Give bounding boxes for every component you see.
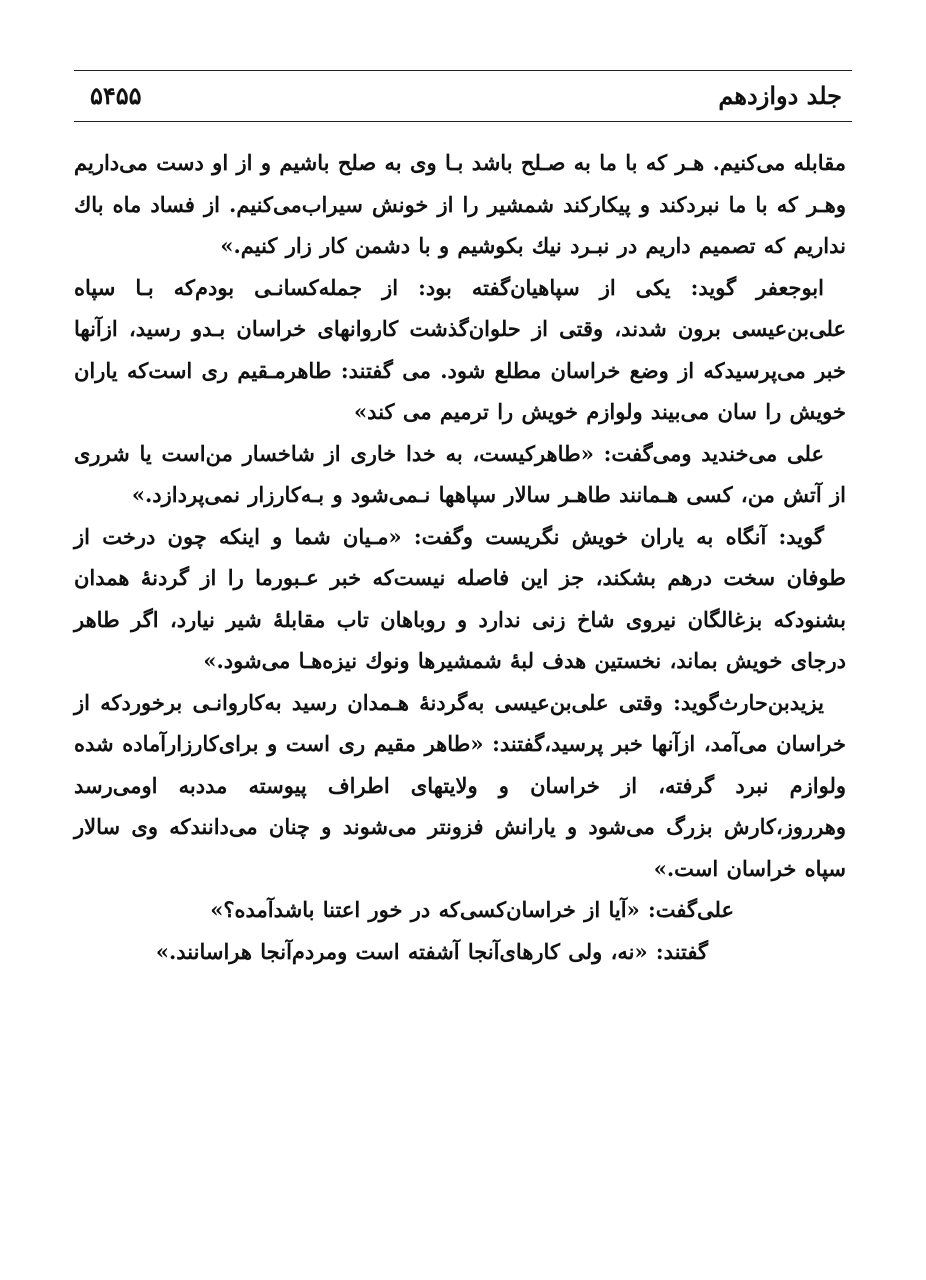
paragraph-5: یزیدبن‌حارث‌گوید: وقتی علی‌بن‌عیسی به‌گردنهٔ هـمدان رسید به‌کاروانـی برخوردکه از خراسان می‌آمد، ازآنها خبر پرسید،گفتند: «طاهر مقیم ری است و برای‌کارزارآماده شده ولوازم نبرد گرفته، از خراسان و ولایتهای اطراف پیوسته مددبه اومی‌رسد وهرروز،کارش بزرگ می‌شود و یارانش فزونتر می‌شوند و چنان می‌دانندکه وی سالار سپاه خراسان است.» xyxy=(74,689,846,881)
paragraph-1: مقابله می‌کنیم. هـر که با ما به صـلح باشد بـا وی به صلح باشیم و از او دست می‌داریم وهـر که با ما نبردکند و پیکارکند شمشیر را از خونش سیراب‌می‌کنیم. از فساد ماه باك نداریم که تصمیم داریم در نبـرد نیك بکوشیم و با دشمن کار زار کنیم.» xyxy=(74,150,846,258)
running-title: جلد دوازدهم xyxy=(718,81,842,110)
page-body xyxy=(74,142,846,972)
page-number: ۵۴۵۵ xyxy=(90,81,142,110)
paragraph-2: ابوجعفر گوید: یکی از سپاهیان‌گفته بود: از جمله‌کسانـی بودم‌که بـا سپاه علی‌بن‌عیسی برون شدند، وقتی از حلوان‌گذشت کاروانهای خراسان بـدو رسید، ازآنها خبر می‌پرسیدکه از وضع خراسان مطلع شود. می گفتند: طاهرمـقیم ری است‌که یاران خویش را سان می‌بیند ولوازم خویش را ترمیم می کند» xyxy=(74,274,846,424)
paragraph-4: گوید: آنگاه به یاران خویش نگریست وگفت: «مـیان شما و اینکه چون درخت از طوفان سخت درهم بشکند، جز این فاصله نیست‌که خبر عـبورما را از گردنهٔ همدان بشنودکه بزغالگان نیروی شاخ زنی ندارد و روباهان تاب مقابلهٔ شیر نیارد، اگر طاهر درجای خویش بماند، نخستین هدف لبهٔ شمشیرها ونوك نیزه‌هـا می‌شود.» xyxy=(74,523,846,673)
dialogue-line-1: علی‌گفت: «آیا از خراسان‌کسی‌که در خور اعتنا باشدآمده؟» xyxy=(210,897,734,922)
page-header xyxy=(74,70,852,122)
paragraph-3: علی می‌خندید ومی‌گفت: «طاهرکیست، به خدا خاری از شاخسار من‌است یا شرری از آتش من، کسی هـمانند طاهـر سالار سپاهها نـمی‌شود و بـه‌کارزار نمی‌پردازد.» xyxy=(74,440,846,507)
dialogue-line-2: گفتند: «نه، ولی کارهای‌آنجا آشفته است ومردم‌آنجا هراسانند.» xyxy=(155,938,708,964)
